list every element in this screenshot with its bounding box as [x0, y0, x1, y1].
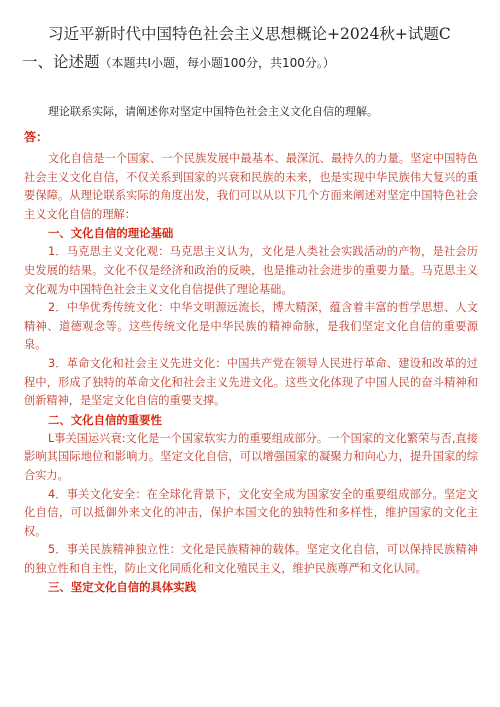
section-heading: 三、坚定文化自信的具体实践	[48, 580, 197, 595]
section-paragraph: 2．中华优秀传统文化：中华文明源远流长，博大精深，蕴含着丰富的哲学思想、人文精神、道德观念等。这些传统文化是中华民族的精神命脉，是我们坚定文化自信的重要源泉。	[24, 301, 478, 352]
answer-body	[24, 150, 478, 597]
section-paragraph: 4．事关文化安全：在全球化背景下，文化安全成为国家安全的重要组成部分。坚定文化自信，可以抵御外来文化的冲击，保护本国文化的独特性和多样性，维护国家的文化主权。	[24, 487, 478, 538]
intro-paragraph: 文化自信是一个国家、一个民族发展中最基本、最深沉、最持久的力量。坚定中国特色社会主义文化自信，不仅关系到国家的兴衰和民族的未来，也是实现中华民族伟大复兴的重要保障。从理论联系实际的角度出发，我们可以从以下几个方面来阐述对坚定中国特色社会主义文化自信的理解：	[24, 152, 478, 221]
section-paragraph: 3．革命文化和社会主义先进文化：中国共产党在领导人民进行革命、建设和改革的过程中，形成了独特的革命文化和社会主义先进文化。这些文化体现了中国人民的奋斗精神和创新精神，是坚定文化自信的重要支撑。	[24, 356, 478, 408]
exam-title	[22, 20, 478, 77]
exam-title-note: （本题共I小题，每小题100分，共100分。）	[99, 56, 335, 70]
question-text: 理论联系实际，请阐述你对坚定中国特色社会主义文化自信的理解。	[48, 105, 378, 118]
section-heading: 一、文化自信的理论基础	[48, 226, 174, 241]
section-paragraph: L事关国运兴衰:文化是一个国家软实力的重要组成部分。一个国家的文化繁荣与否,直接影响其国际地位和影响力。坚定文化自信，可以增强国家的凝聚力和向心力，提升国家的综合实力。	[24, 431, 478, 482]
answer-label: 答：	[24, 130, 49, 144]
section-paragraph: 1．马克思主义文化观：马克思主义认为，文化是人类社会实践活动的产物，是社会历史发展的结果。文化不仅是经济和政治的反映，也是推动社会进步的重要力量。马克思主义文化观为中国特色社会主义文化自信提供了理论基础。	[24, 245, 478, 296]
section-paragraph: 5．事关民族精神独立性：文化是民族精神的载体。坚定文化自信，可以保持民族精神的独立性和自主性，防止文化同质化和文化殖民主义，维护民族尊严和文化认同。	[24, 543, 478, 575]
exam-title-main: 习近平新时代中国特色社会主义思想概论+2024秋+试题C一、论述题	[22, 25, 451, 71]
section-heading: 二、文化自信的重要性	[48, 412, 162, 427]
